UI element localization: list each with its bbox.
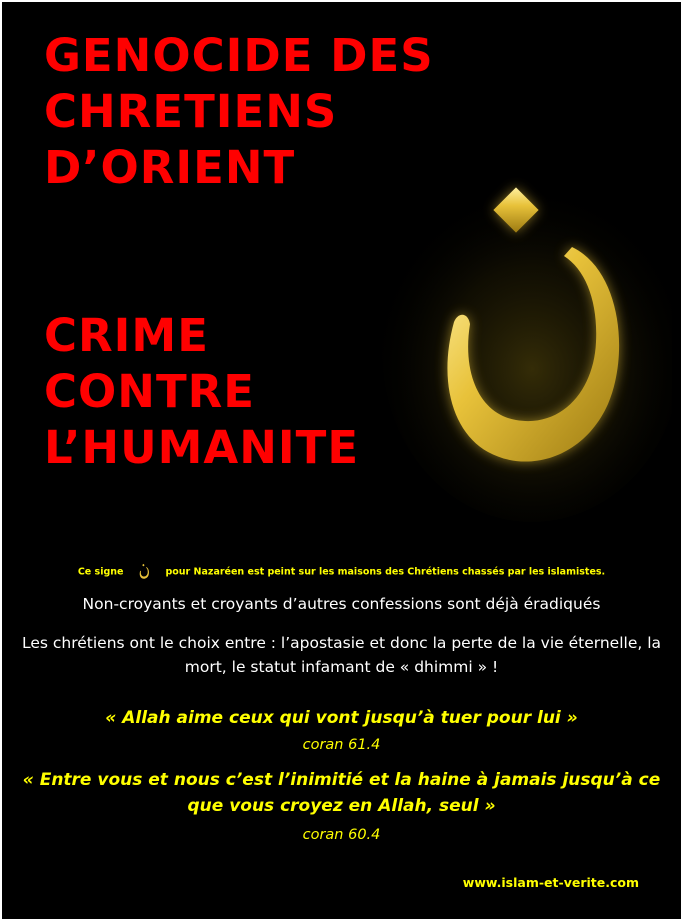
quote-reference: coran 60.4 [302,827,381,843]
headline-line: D’ORIENT [44,141,296,194]
headline-crime [44,308,359,476]
paragraph-eradication: Non-croyants et croyants d’autres confessions sont déjà éradiqués [82,595,601,613]
quote-text: « Allah aime ceux qui vont jusqu’à tuer pour lui » [105,708,578,728]
quote-reference: coran 61.4 [302,737,381,753]
headline-line: CONTRE [44,365,256,418]
arabic-nun-letter-icon [135,562,153,582]
poster [2,2,681,919]
website-url: www.islam-et-verite.com [462,875,639,890]
caption-before: Ce signe [77,566,124,578]
paragraph-choice: Les chrétiens ont le choix entre : l’apostasie et donc la perte de la vie éternelle, la mort, le statut infamant de « dhimmi » ! [21,634,662,676]
quote-text: « Entre vous et nous c’est l’inimitié et la haine à jamais jusqu’à ce que vous croyez en Allah, seul » [22,770,661,816]
headline-line: L’HUMANITE [44,421,360,474]
caption [2,562,681,583]
headline-line: CRIME [44,309,209,362]
arabic-nun-letter-icon [382,152,672,522]
caption-after: pour Nazaréen est peint sur les maisons des Chrétiens chassés par les islamistes. [165,566,606,578]
headline-line: GENOCIDE DES [44,29,434,82]
headline-genocide [44,28,434,196]
headline-line: CHRETIENS [44,85,338,138]
